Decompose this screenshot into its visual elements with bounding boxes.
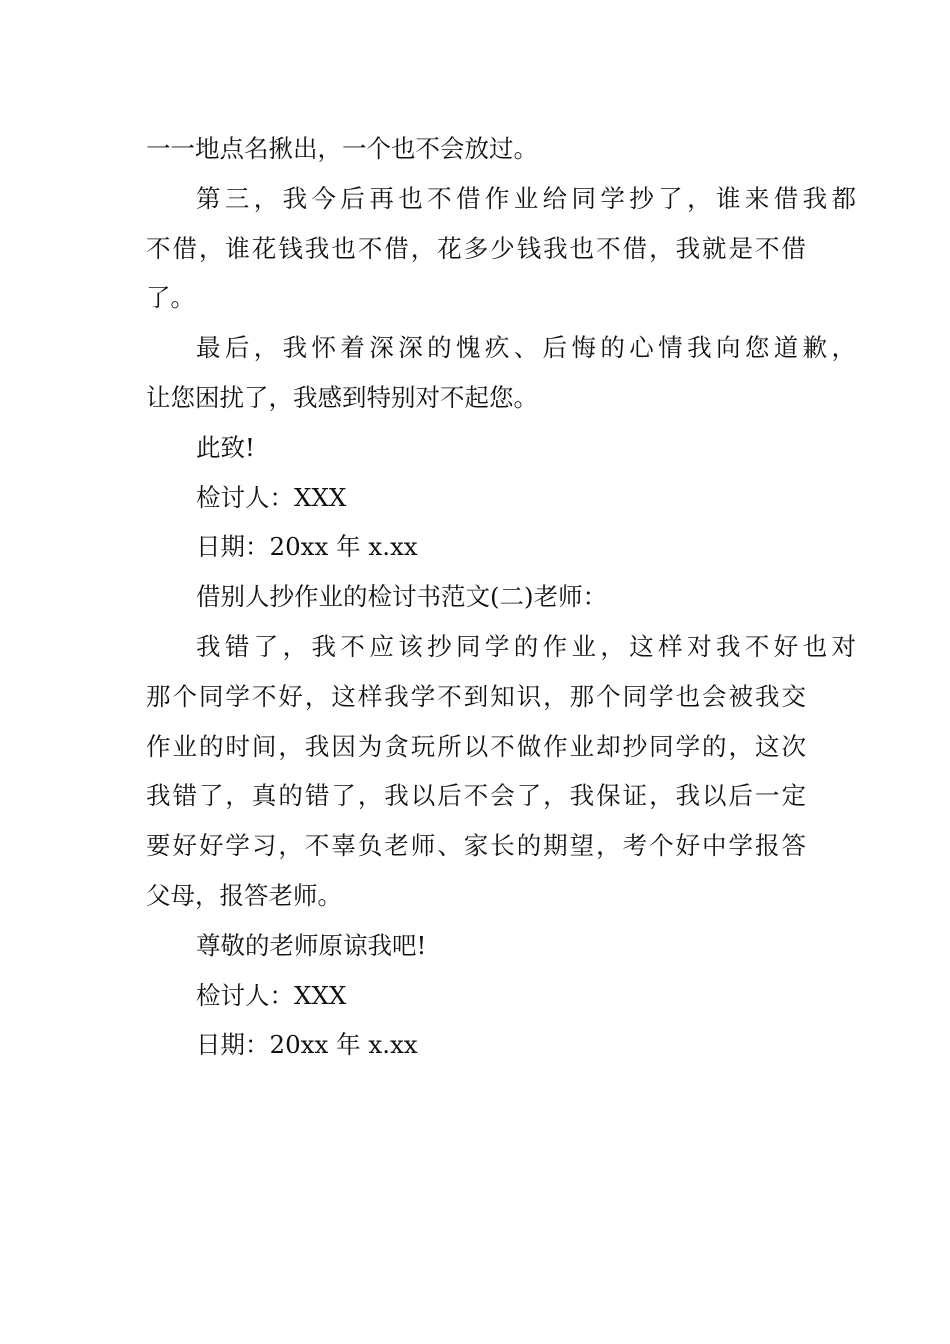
date-line: 日期：20xx 年 x.xx bbox=[196, 1030, 418, 1060]
closing-salutation: 此致! bbox=[196, 432, 255, 462]
text-line: 不借，谁花钱我也不借，花多少钱我也不借，我就是不借 bbox=[146, 233, 806, 263]
text-line: 让您困扰了，我感到特别对不起您。 bbox=[146, 382, 538, 412]
text-line: 那个同学不好，这样我学不到知识，那个同学也会被我交 bbox=[146, 681, 806, 711]
closing-salutation: 尊敬的老师原谅我吧! bbox=[196, 930, 427, 960]
signature-line: 检讨人：XXX bbox=[196, 482, 347, 512]
text-line: 作业的时间，我因为贪玩所以不做作业却抄同学的，这次 bbox=[146, 731, 806, 761]
text-line: 要好好学习，不辜负老师、家长的期望，考个好中学报答 bbox=[146, 831, 806, 861]
text-line: 我错了，真的错了，我以后不会了，我保证，我以后一定 bbox=[146, 781, 806, 811]
text-line: 了。 bbox=[146, 283, 195, 313]
date-line: 日期：20xx 年 x.xx bbox=[196, 532, 418, 562]
text-line: 第三，我今后再也不借作业给同学抄了，谁来借我都 bbox=[196, 183, 856, 213]
document-body bbox=[146, 124, 856, 1070]
text-line: 我错了，我不应该抄同学的作业，这样对我不好也对 bbox=[196, 631, 856, 661]
section-heading: 借别人抄作业的检讨书范文(二)老师： bbox=[196, 582, 608, 612]
signature-line: 检讨人：XXX bbox=[196, 980, 347, 1010]
text-line: 一一地点名揪出，一个也不会放过。 bbox=[146, 134, 538, 163]
text-line: 最后，我怀着深深的愧疚、后悔的心情我向您道歉， bbox=[196, 333, 856, 363]
text-line: 父母，报答老师。 bbox=[146, 880, 342, 910]
